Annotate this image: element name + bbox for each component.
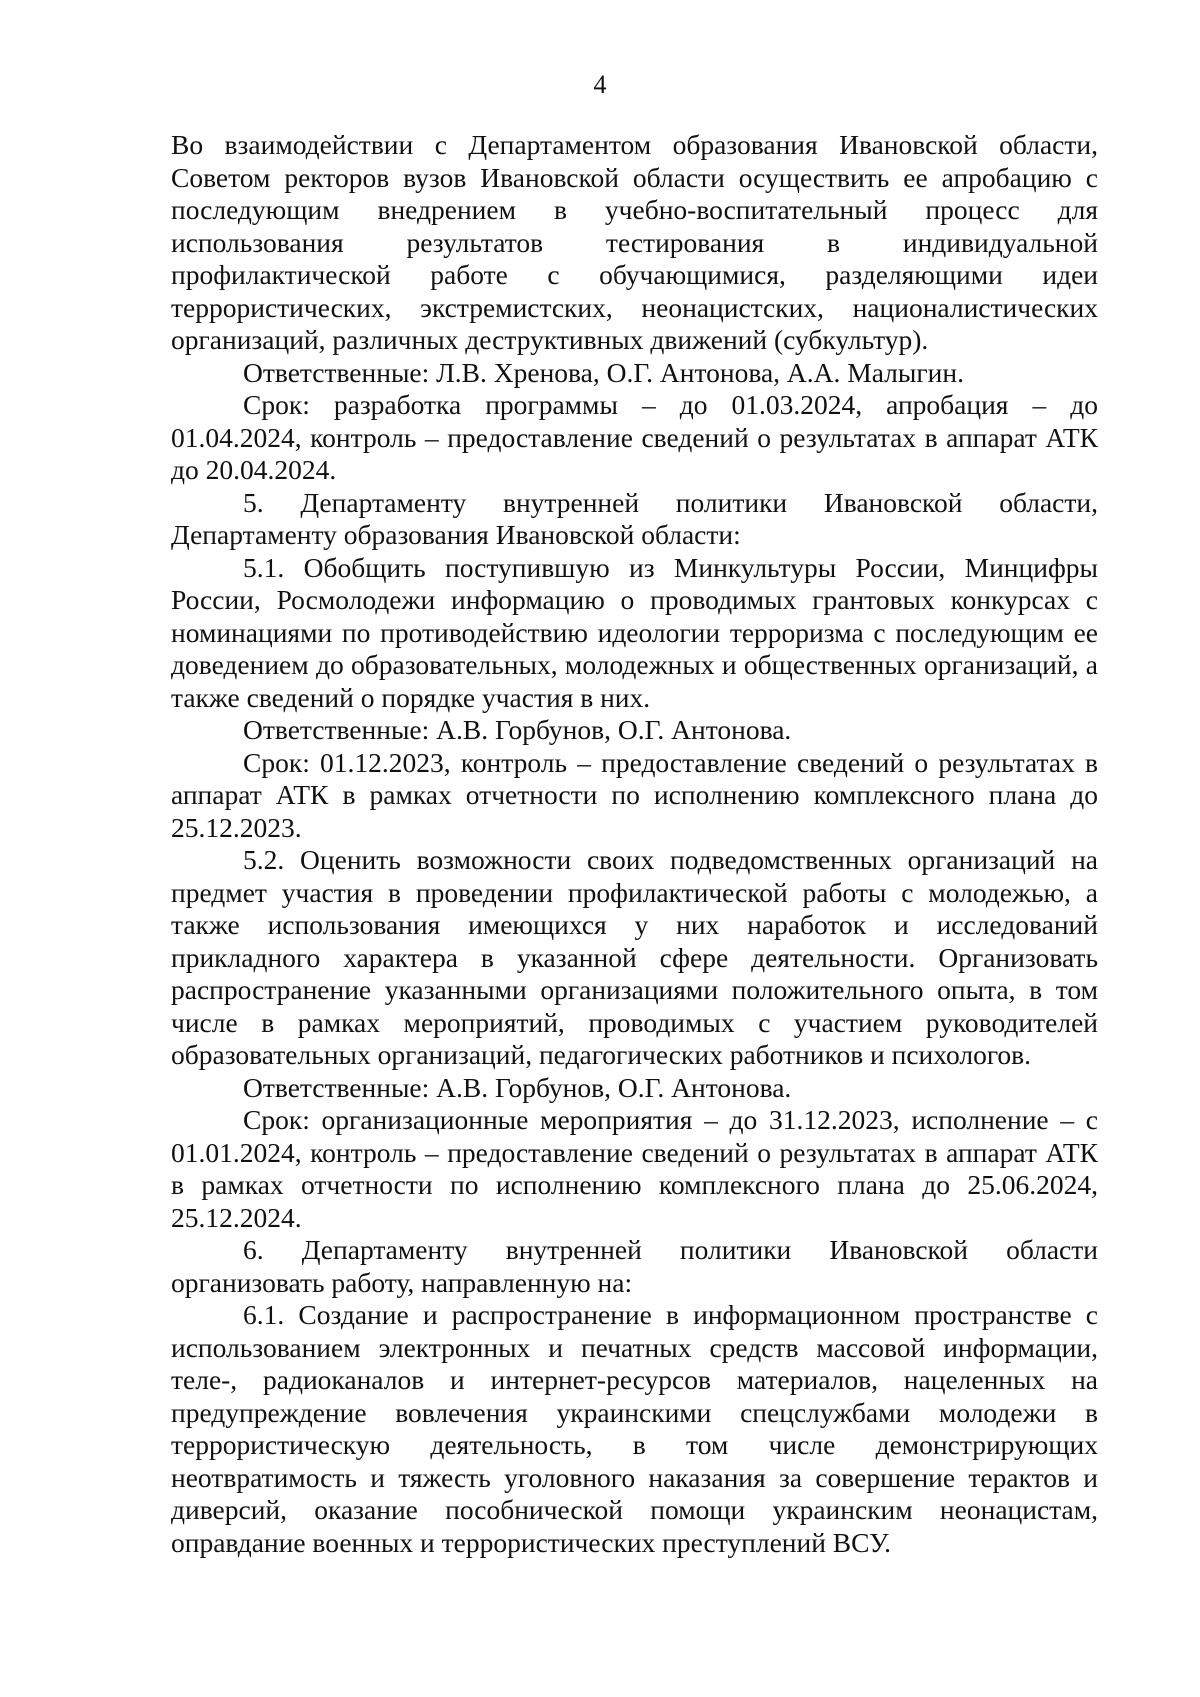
document-body — [171, 129, 1098, 1559]
paragraph-item-5: 5. Департаменту внутренней политики Ивановской области, Департаменту образования Ивановской области: — [171, 486, 1098, 550]
paragraph-item-6: 6. Департаменту внутренней политики Ивановской области организовать работу, направленную на: — [171, 1234, 1098, 1298]
page-number: 4 — [593, 70, 607, 99]
paragraph-deadline-1: Срок: разработка программы – до 01.03.2024, апробация – до 01.04.2024, контроль – предоставление сведений о результатах в аппарат АТК до 20.04.2024. — [171, 389, 1098, 485]
paragraph-deadline-2: Срок: 01.12.2023, контроль – предоставление сведений о результатах в аппарат АТК в рамках отчетности по исполнению комплексного плана до 25.12.2023. — [171, 746, 1098, 843]
paragraph-item-5-1: 5.1. Обобщить поступившую из Минкультуры России, Минцифры России, Росмолодежи информацию о проводимых грантовых конкурсах с номинациями по противодействию идеологии терроризма с последующим ее доведением до образовательных, молодежных и общественных организаций, а также сведений о порядке участия в них. — [171, 551, 1098, 713]
paragraph-responsible-1: Ответственные: Л.В. Хренова, О.Г. Антонова, А.А. Малыгин. — [243, 356, 964, 388]
paragraph-responsible-2: Ответственные: А.В. Горбунов, О.Г. Антонова. — [243, 714, 792, 745]
paragraph-responsible-3: Ответственные: А.В. Горбунов, О.Г. Антонова. — [243, 1071, 792, 1103]
paragraph-item-6-1: 6.1. Создание и распространение в информационном пространстве с использованием электронных и печатных средств массовой информации, теле-, радиоканалов и интернет-ресурсов материалов, нацеленных на предупреждение вовлечения украинскими спецслужбами молодежи в террористическую деятельность, в том числе демонстрирующих неотвратимость и тяжесть уголовного наказания за совершение терактов и диверсий, оказание пособнической помощи украинским неонацистам, оправдание военных и террористических преступлений ВСУ. — [171, 1299, 1098, 1558]
paragraph-approbation: Во взаимодействии с Департаментом образования Ивановской области, Советом ректоров вузов Ивановской области осуществить ее апробацию с последующим внедрением в учебно-воспитательный процесс для использования результатов тестирования в индивидуальной профилактической работе с обучающимися, разделяющими идеи террористических, экстремистских, неонацистских, националистических организаций, различных деструктивных движений (субкультур). — [171, 129, 1098, 355]
paragraph-deadline-3: Срок: организационные мероприятия – до 31.12.2023, исполнение – с 01.01.2024, контроль – предоставление сведений о результатах в аппарат АТК в рамках отчетности по исполнению комплексного плана до 25.06.2024, 25.12.2024. — [171, 1104, 1098, 1233]
paragraph-item-5-2: 5.2. Оценить возможности своих подведомственных организаций на предмет участия в проведении профилактической работы с молодежью, а также использования имеющихся у них наработок и исследований прикладного характера в указанной сфере деятельности. Организовать распространение указанными организациями положительного опыта, в том числе в рамках мероприятий, проводимых с участием руководителей образовательных организаций, педагогических работников и психологов. — [171, 844, 1098, 1070]
